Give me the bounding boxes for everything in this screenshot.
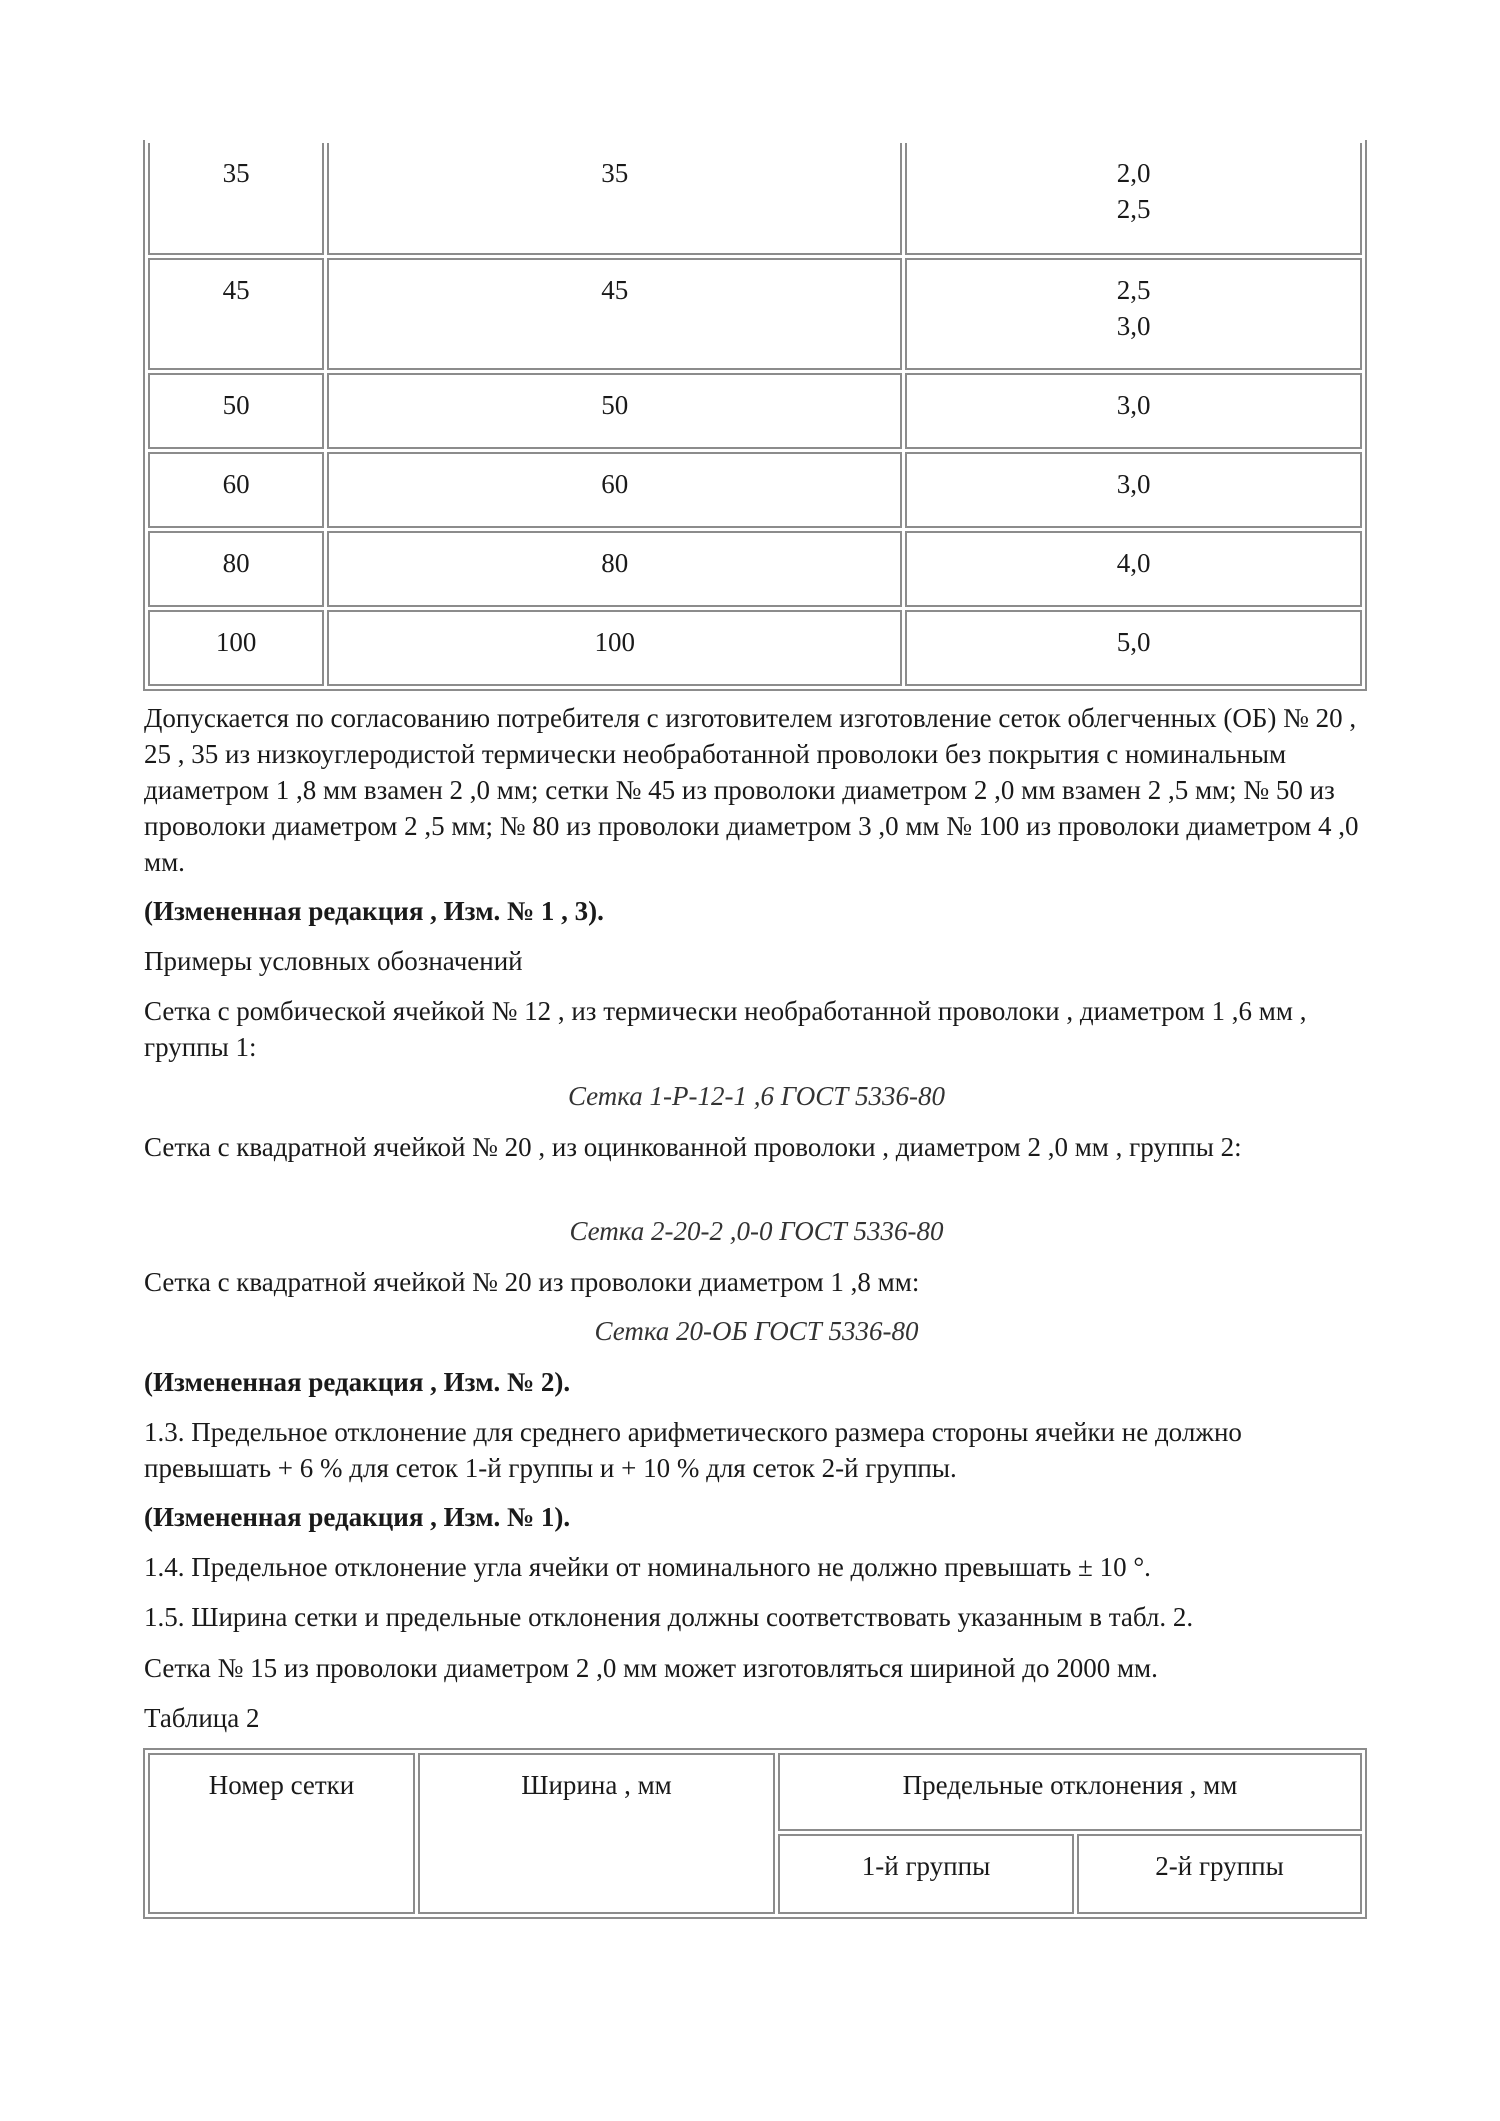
wire-diameter-value: 2,5 [1116,275,1151,305]
table-row [148,452,1362,528]
wire-diameter-cell: 5,0 [905,610,1362,686]
header-mesh-number: Номер сетки [148,1753,415,1914]
mesh-number-cell: 45 [148,258,324,370]
table-row [148,143,1362,255]
example-designation: Сетка 2-20-2 ,0-0 ГОСТ 5336-80 [569,1216,944,1246]
paragraph-allowance: Допускается по согласованию потребителя с изготовителем изготовление сеток облегченных (ОБ) № 20 , 25 , 35 из низкоуглеродистой термически необработанной проволоки без покрытия с номинальным диаметром 1 ,8 мм взамен 2 ,0 мм; сетки № 45 из проволоки диаметром 2 ,0 мм взамен 2 ,5 мм; № 50 из проволоки диаметром 2 ,5 мм; № 80 из проволоки диаметром 3 ,0 мм № 100 из проволоки диаметром 4 ,0 мм. [144,703,1359,877]
header-group-2: 2-й группы [1077,1834,1362,1914]
table-row [148,373,1362,449]
example-designation: Сетка 20-ОБ ГОСТ 5336-80 [594,1316,919,1346]
mesh-number-cell: 100 [148,610,324,686]
mesh-size-cell: 60 [327,452,902,528]
header-width: Ширина , мм [418,1753,775,1914]
wire-diameter-value: 3,0 [1116,311,1151,341]
table-caption: Таблица 2 [144,1703,260,1733]
wire-diameter-cell: 3,0 [905,452,1362,528]
revision-note: (Измененная редакция , Изм. № 1). [144,1502,571,1532]
header-deviations: Предельные отклонения , мм [778,1753,1362,1831]
wire-diameter-cell: 3,0 [905,373,1362,449]
example-designation: Сетка 1-Р-12-1 ,6 ГОСТ 5336-80 [567,1081,945,1111]
wire-diameter-cell [905,143,1362,255]
wire-diameter-cell [905,258,1362,370]
table-row [148,610,1362,686]
clause-1-4: 1.4. Предельное отклонение угла ячейки от номинального не должно превышать ± 10 °. [144,1552,1151,1582]
mesh-number-cell: 60 [148,452,324,528]
example-description: Сетка с квадратной ячейкой № 20 из проволоки диаметром 1 ,8 мм: [144,1267,920,1297]
revision-note: (Измененная редакция , Изм. № 1 , 3). [144,896,604,926]
header-group-1: 1-й группы [778,1834,1074,1914]
table-header-row [148,1753,1362,1831]
examples-heading: Примеры условных обозначений [144,946,523,976]
revision-note: (Измененная редакция , Изм. № 2). [144,1367,571,1397]
table-row [148,258,1362,370]
table-row [148,531,1362,607]
mesh-number-cell: 50 [148,373,324,449]
mesh-number-cell: 35 [148,143,324,255]
mesh-size-cell: 100 [327,610,902,686]
mesh-size-cell: 80 [327,531,902,607]
clause-1-3: 1.3. Предельное отклонение для среднего арифметического размера стороны ячейки не должно превышать + 6 % для сеток 1-й группы и + 10 % для сеток 2-й группы. [144,1417,1242,1483]
example-description: Сетка с ромбической ячейкой № 12 , из термически необработанной проволоки , диаметром 1 ,6 мм , группы 1: [144,996,1307,1062]
mesh-size-cell: 50 [327,373,902,449]
wire-diameter-value: 2,5 [1116,194,1151,224]
wire-diameter-cell: 4,0 [905,531,1362,607]
width-deviation-table [143,1748,1367,1919]
mesh-size-cell: 45 [327,258,902,370]
clause-note: Сетка № 15 из проволоки диаметром 2 ,0 мм может изготовляться шириной до 2000 мм. [144,1653,1158,1683]
wire-diameter-value: 2,0 [1116,158,1151,188]
mesh-wire-table [143,140,1367,691]
mesh-number-cell: 80 [148,531,324,607]
mesh-size-cell: 35 [327,143,902,255]
example-description: Сетка с квадратной ячейкой № 20 , из оцинкованной проволоки , диаметром 2 ,0 мм , группы 2: [144,1132,1242,1162]
clause-1-5: 1.5. Ширина сетки и предельные отклонения должны соответствовать указанным в табл. 2. [144,1602,1194,1632]
